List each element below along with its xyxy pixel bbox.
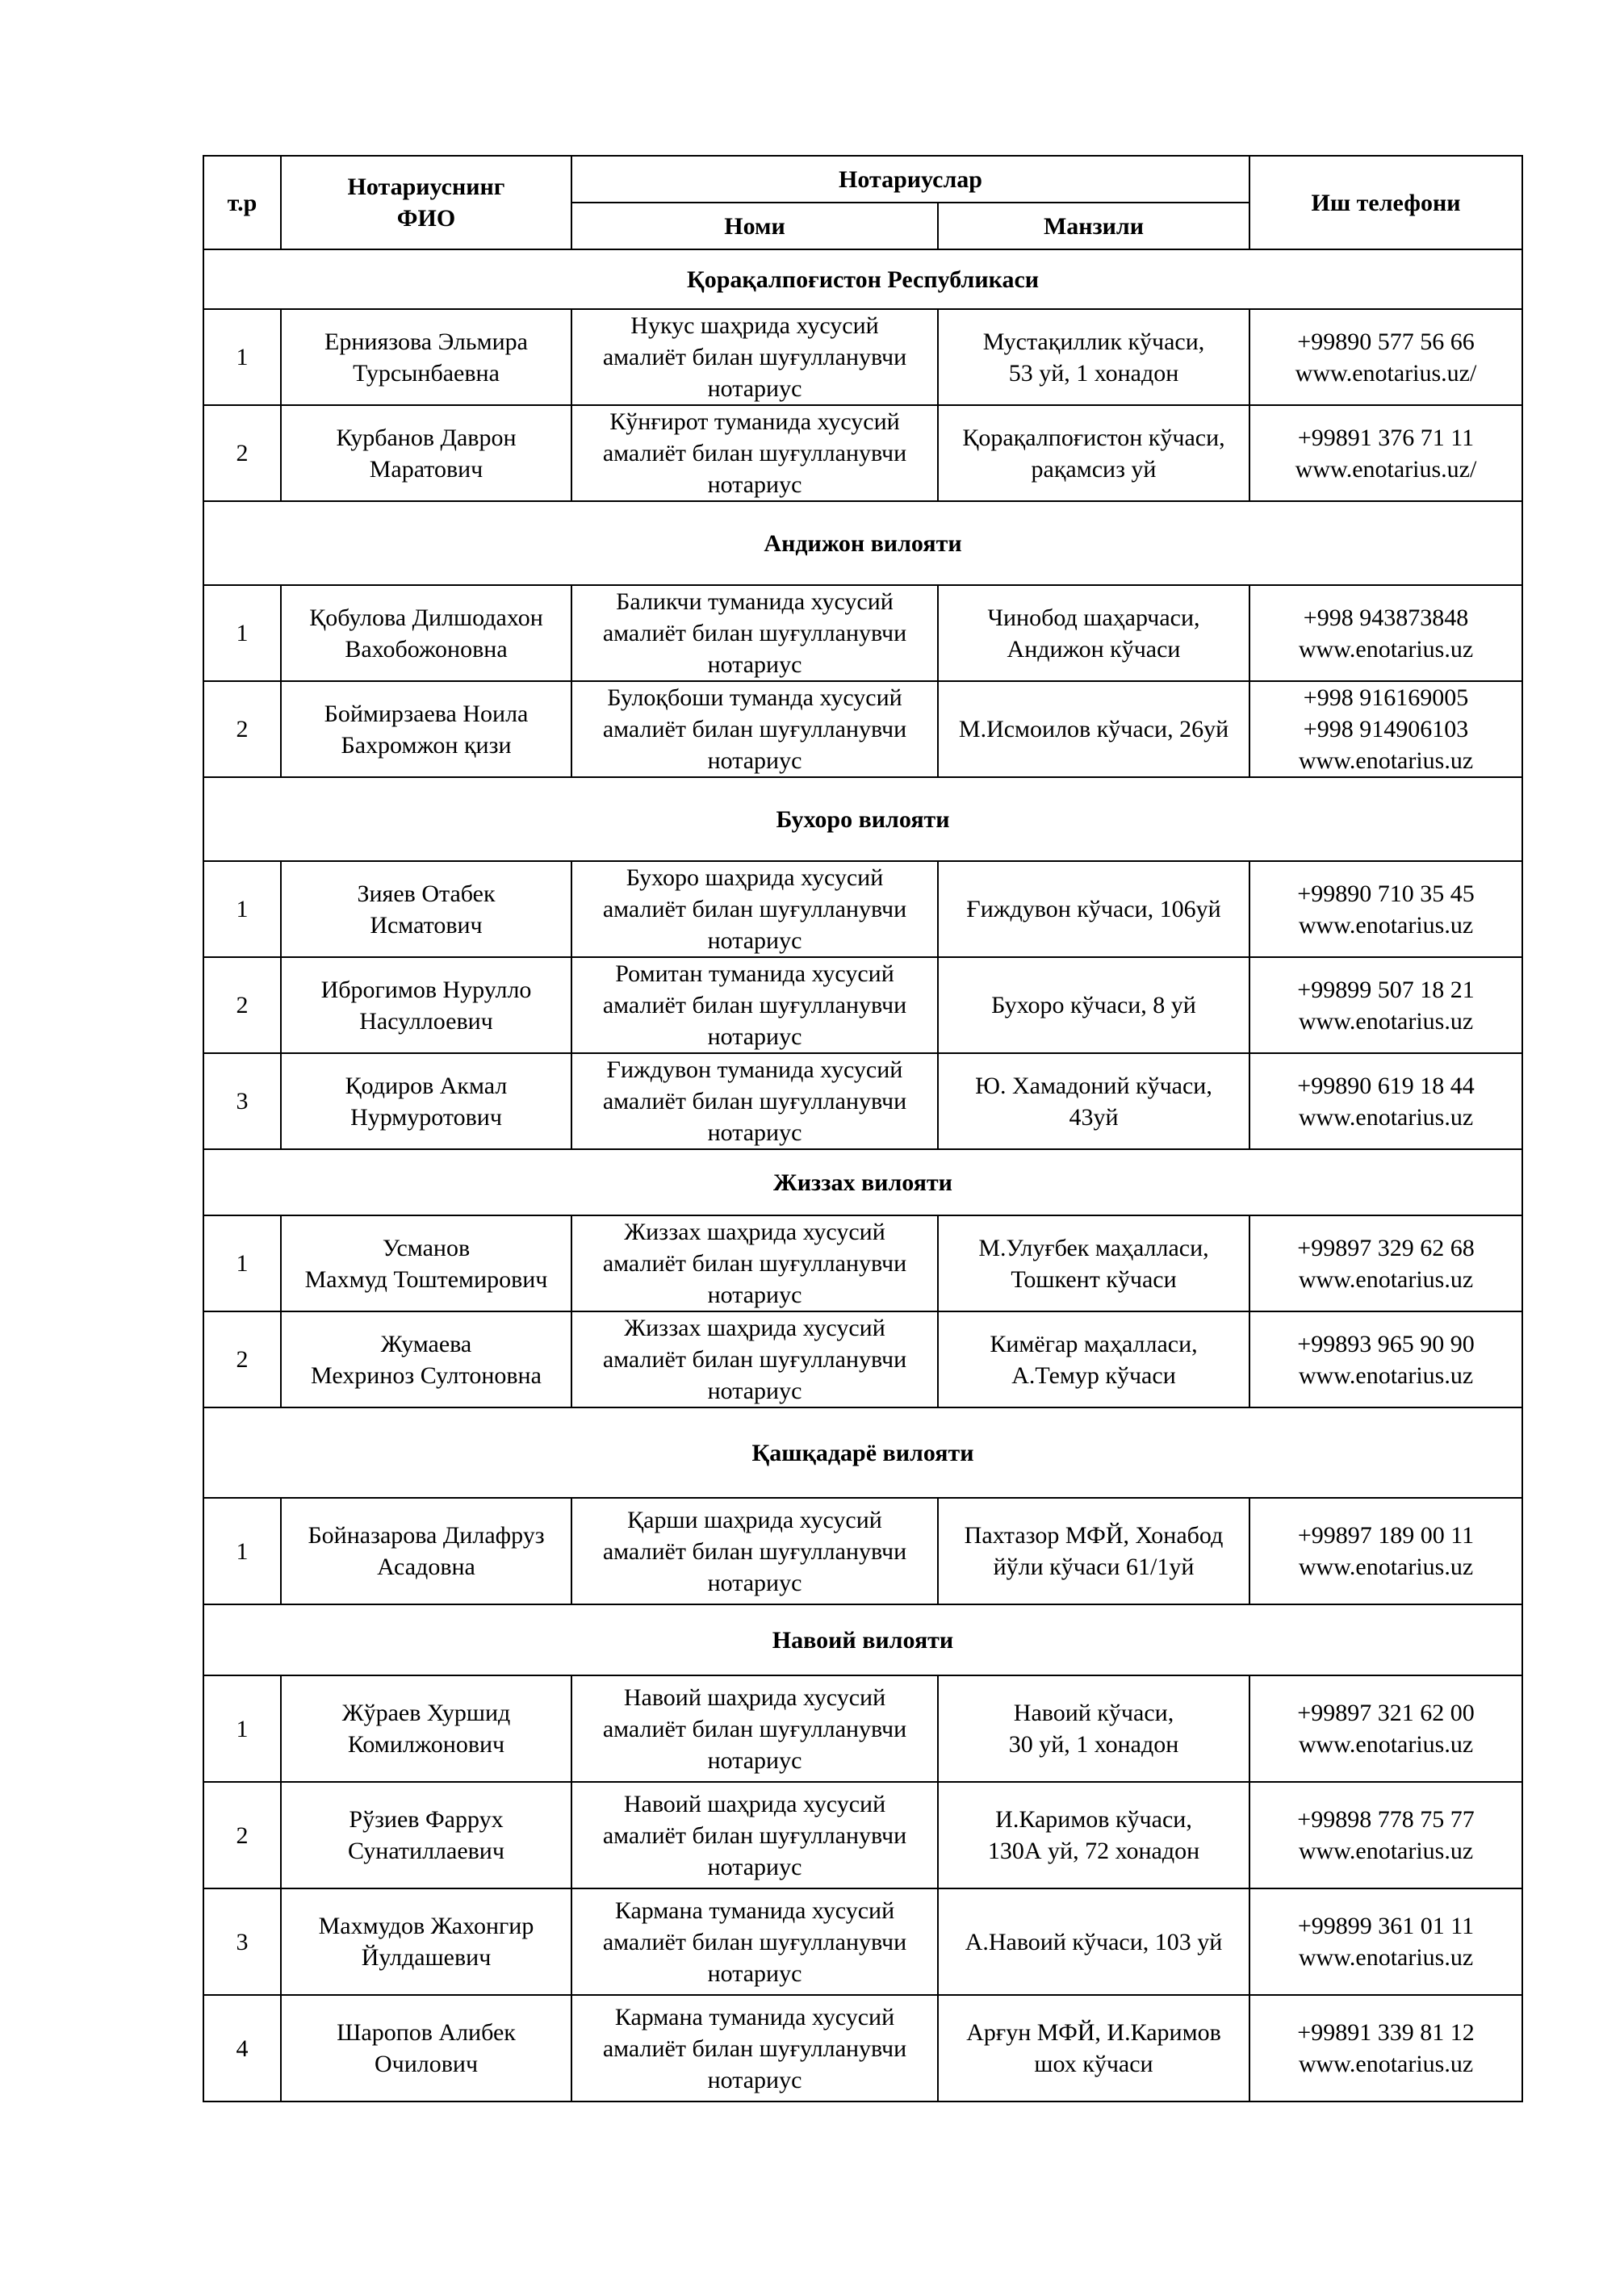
cell-num: 4: [203, 1995, 281, 2102]
cell-name-line: Кармана туманида хусусий: [614, 2003, 895, 2030]
cell-address: [938, 405, 1249, 501]
cell-fio: [281, 1995, 571, 2102]
cell-fio: [281, 1498, 571, 1604]
cell-address: [938, 861, 1249, 957]
cell-fio: [281, 1311, 571, 1407]
cell-address-line: Пахтазор МФЙ, Хонабод: [964, 1522, 1224, 1549]
cell-name-line: амалиёт билан шуғулланувчи: [602, 1928, 907, 1955]
cell-phone-line: +998 916169005: [1303, 684, 1469, 711]
cell-phone-line: www.enotarius.uz: [1298, 1103, 1474, 1131]
cell-phone-line: +99899 507 18 21: [1297, 976, 1475, 1003]
cell-phone: [1249, 1675, 1522, 1782]
cell-fio-line: Комилжонович: [347, 1731, 505, 1758]
table-row: [203, 1498, 1522, 1604]
section-title: Бухоро вилояти: [203, 777, 1522, 861]
cell-name-line: нотариус: [707, 747, 802, 774]
cell-num: 3: [203, 1053, 281, 1149]
cell-fio: [281, 681, 571, 777]
cell-address: [938, 1215, 1249, 1311]
cell-address: [938, 681, 1249, 777]
section-row: [203, 249, 1522, 309]
cell-fio: [281, 1215, 571, 1311]
cell-fio-line: Вахобожоновна: [345, 635, 508, 663]
cell-fio-line: Асадовна: [377, 1554, 475, 1580]
cell-fio-line: Боймирзаева Ноила: [324, 700, 529, 727]
cell-name-line: Нукус шаҳрида хусусий: [630, 312, 879, 339]
cell-address-line: Андижон кўчаси: [1007, 635, 1181, 663]
cell-fio-line: Зияев Отабек: [357, 880, 496, 907]
section-title: Қашқадарё вилояти: [203, 1407, 1522, 1498]
cell-phone: [1249, 1782, 1522, 1888]
cell-phone: [1249, 861, 1522, 957]
section-title: Андижон вилояти: [203, 501, 1522, 585]
cell-address-line: 130А уй, 72 хонадон: [987, 1838, 1200, 1864]
cell-phone-line: www.enotarius.uz: [1298, 1007, 1474, 1035]
cell-address-line: А.Навоий кўчаси, 103 уй: [965, 1928, 1223, 1955]
cell-address-line: Қорақалпоғистон кўчаси,: [962, 424, 1225, 451]
cell-phone-line: www.enotarius.uz: [1298, 635, 1474, 663]
cell-phone-line: +99897 189 00 11: [1297, 1522, 1475, 1549]
cell-address: [938, 1995, 1249, 2102]
cell-address-line: И.Каримов кўчаси,: [995, 1806, 1192, 1833]
cell-address: [938, 957, 1249, 1053]
cell-name-line: Қарши шаҳрида хусусий: [627, 1506, 882, 1533]
cell-name-line: нотариус: [707, 1569, 802, 1596]
cell-phone: [1249, 309, 1522, 405]
cell-num: 3: [203, 1888, 281, 1995]
cell-fio-line: Мехриноз Султоновна: [311, 1361, 542, 1389]
header-row-1: [203, 156, 1522, 203]
cell-phone-line: +99897 321 62 00: [1297, 1700, 1475, 1726]
cell-num: 1: [203, 585, 281, 681]
cell-phone-line: www.enotarius.uz: [1298, 1838, 1474, 1864]
cell-name-line: Навоий шаҳрида хусусий: [623, 1683, 886, 1711]
cell-name: [571, 405, 938, 501]
cell-name-line: амалиёт билан шуғулланувчи: [602, 1821, 907, 1849]
cell-num: 1: [203, 1675, 281, 1782]
header-phone: Иш телефони: [1249, 156, 1522, 249]
cell-address-line: 30 уй, 1 хонадон: [1008, 1731, 1179, 1758]
cell-phone-line: www.enotarius.uz/: [1295, 359, 1477, 387]
cell-name-line: Кўнғирот туманида хусусий: [609, 408, 900, 435]
table-row: [203, 1888, 1522, 1995]
cell-name-line: амалиёт билан шуғулланувчи: [602, 1088, 907, 1115]
cell-name: [571, 957, 938, 1053]
cell-num: 2: [203, 1782, 281, 1888]
table-row: [203, 681, 1522, 777]
cell-address-line: М.Исмоилов кўчаси, 26уй: [958, 716, 1229, 742]
section-row: [203, 777, 1522, 861]
cell-address-line: Кимёгар маҳалласи,: [990, 1330, 1198, 1357]
cell-name-line: амалиёт билан шуғулланувчи: [602, 1250, 907, 1277]
cell-fio-line: Сунатиллаевич: [348, 1838, 504, 1864]
cell-address: [938, 309, 1249, 405]
cell-address-line: Бухоро кўчаси, 8 уй: [991, 992, 1196, 1018]
cell-name-line: амалиёт билан шуғулланувчи: [602, 2035, 907, 2062]
cell-fio-line: Курбанов Даврон: [336, 424, 517, 451]
cell-phone-line: +99893 965 90 90: [1297, 1330, 1475, 1357]
cell-name-line: нотариус: [707, 471, 802, 498]
cell-name: [571, 1215, 938, 1311]
cell-fio: [281, 1675, 571, 1782]
table-row: [203, 405, 1522, 501]
cell-fio: [281, 405, 571, 501]
cell-name-line: Бухоро шаҳрида хусусий: [626, 864, 884, 891]
cell-address-line: 53 уй, 1 хонадон: [1008, 359, 1179, 387]
cell-fio-line: Қодиров Акмал: [345, 1072, 508, 1099]
cell-name: [571, 309, 938, 405]
section-row: [203, 1407, 1522, 1498]
cell-name: [571, 1675, 938, 1782]
cell-fio: [281, 957, 571, 1053]
cell-phone-line: +99890 710 35 45: [1297, 880, 1475, 907]
cell-fio-line: Махмудов Жахонгир: [318, 1913, 534, 1939]
table-row: [203, 861, 1522, 957]
cell-fio-line: Шаропов Алибек: [337, 2019, 516, 2046]
table-row: [203, 1675, 1522, 1782]
cell-address: [938, 1782, 1249, 1888]
cell-name-line: амалиёт билан шуғулланувчи: [602, 896, 907, 922]
cell-address-line: М.Улуғбек маҳалласи,: [978, 1234, 1209, 1261]
cell-num: 2: [203, 681, 281, 777]
cell-phone-line: +99891 376 71 11: [1297, 424, 1475, 451]
cell-phone: [1249, 957, 1522, 1053]
cell-phone: [1249, 1888, 1522, 1995]
cell-phone-line: www.enotarius.uz: [1298, 2051, 1474, 2077]
cell-name-line: нотариус: [707, 375, 802, 402]
cell-address-line: Навоий кўчаси,: [1013, 1700, 1174, 1726]
cell-fio-line: Исматович: [370, 911, 483, 939]
cell-num: 1: [203, 309, 281, 405]
cell-fio-line: Иброгимов Нурулло: [320, 976, 532, 1003]
cell-phone: [1249, 1311, 1522, 1407]
header-name: Номи: [571, 203, 938, 249]
cell-address-line: йўли кўчаси 61/1уй: [993, 1554, 1195, 1580]
section-row: [203, 501, 1522, 585]
cell-name: [571, 1995, 938, 2102]
table-row: [203, 1782, 1522, 1888]
cell-phone-line: www.enotarius.uz: [1298, 1731, 1474, 1758]
cell-name: [571, 1311, 938, 1407]
cell-address-line: рақамсиз уй: [1031, 455, 1157, 483]
cell-fio-line: Нурмуротович: [350, 1103, 502, 1131]
header-fio: Нотариуснинг ФИО: [281, 156, 571, 249]
table-row: [203, 309, 1522, 405]
table-body: [203, 249, 1522, 2102]
table-row: [203, 1215, 1522, 1311]
cell-fio-line: Усманов: [382, 1234, 471, 1261]
cell-fio: [281, 1888, 571, 1995]
header-num: т.р: [203, 156, 281, 249]
cell-phone: [1249, 1053, 1522, 1149]
cell-fio-line: Насуллоевич: [359, 1007, 493, 1035]
header-address: Манзили: [938, 203, 1249, 249]
cell-address-line: Ю. Хамадоний кўчаси,: [975, 1072, 1212, 1099]
cell-num: 1: [203, 1498, 281, 1604]
table-row: [203, 957, 1522, 1053]
cell-fio-line: Турсынбаевна: [353, 359, 500, 387]
cell-address-line: Чинобод шаҳарчаси,: [987, 604, 1200, 631]
cell-name: [571, 1498, 938, 1604]
cell-phone-line: +99891 339 81 12: [1297, 2019, 1475, 2046]
cell-name-line: Кармана туманида хусусий: [614, 1897, 895, 1924]
cell-name-line: Навоий шаҳрида хусусий: [623, 1790, 886, 1817]
table-row: [203, 1995, 1522, 2102]
cell-name-line: Ромитан туманида хусусий: [615, 960, 894, 987]
notaries-table: [203, 155, 1523, 2102]
cell-phone-line: www.enotarius.uz: [1298, 747, 1474, 774]
cell-fio-line: Очилович: [374, 2051, 479, 2077]
cell-name: [571, 1782, 938, 1888]
cell-address: [938, 1498, 1249, 1604]
cell-address-line: Ғиждувон кўчаси, 106уй: [966, 896, 1221, 922]
cell-address-line: Тошкент кўчаси: [1011, 1265, 1177, 1293]
cell-address-line: шох кўчаси: [1034, 2051, 1153, 2077]
cell-phone: [1249, 1215, 1522, 1311]
cell-name-line: амалиёт билан шуғулланувчи: [602, 992, 907, 1018]
cell-name-line: нотариус: [707, 1119, 802, 1146]
cell-name: [571, 861, 938, 957]
cell-fio: [281, 861, 571, 957]
cell-name: [571, 1053, 938, 1149]
cell-phone: [1249, 681, 1522, 777]
cell-name-line: амалиёт билан шуғулланувчи: [602, 440, 907, 466]
cell-fio-line: Махмуд Тоштемирович: [304, 1265, 548, 1293]
cell-num: 1: [203, 861, 281, 957]
cell-num: 2: [203, 1311, 281, 1407]
cell-fio: [281, 309, 571, 405]
section-title: Жиззах вилояти: [203, 1149, 1522, 1215]
cell-name-line: нотариус: [707, 1959, 802, 1987]
cell-address-line: Мустақиллик кўчаси,: [982, 328, 1205, 355]
cell-address: [938, 1675, 1249, 1782]
cell-phone-line: +998 943873848: [1303, 604, 1469, 631]
section-title: Қорақалпоғистон Республикаси: [203, 249, 1522, 309]
cell-fio-line: Маратович: [369, 455, 483, 483]
cell-name-line: нотариус: [707, 1023, 802, 1050]
cell-name-line: нотариус: [707, 1746, 802, 1774]
cell-phone-line: +99890 619 18 44: [1297, 1072, 1475, 1099]
section-row: [203, 1149, 1522, 1215]
cell-name-line: Баликчи туманида хусусий: [616, 588, 894, 615]
cell-name: [571, 585, 938, 681]
cell-phone: [1249, 405, 1522, 501]
cell-fio-line: Жумаева: [380, 1330, 472, 1357]
cell-name-line: амалиёт билан шуғулланувчи: [602, 344, 907, 370]
cell-phone-line: www.enotarius.uz: [1298, 1554, 1474, 1580]
cell-address-line: Арғун МФЙ, И.Каримов: [966, 2019, 1221, 2046]
cell-phone-line: www.enotarius.uz: [1298, 1361, 1474, 1389]
cell-fio-line: Бойназарова Дилафруз: [308, 1522, 545, 1549]
cell-phone-line: +99898 778 75 77: [1297, 1806, 1475, 1833]
cell-address: [938, 1053, 1249, 1149]
cell-address: [938, 1888, 1249, 1995]
cell-fio-line: Жўраев Хуршид: [341, 1700, 511, 1726]
section-row: [203, 1604, 1522, 1675]
cell-fio: [281, 1782, 571, 1888]
cell-name-line: нотариус: [707, 927, 802, 954]
cell-phone-line: www.enotarius.uz: [1298, 1944, 1474, 1971]
cell-fio-line: Бахромжон қизи: [341, 731, 512, 759]
cell-phone: [1249, 1995, 1522, 2102]
table-row: [203, 585, 1522, 681]
cell-name-line: Булоқбоши туманда хусусий: [607, 684, 902, 711]
cell-name: [571, 681, 938, 777]
cell-name-line: нотариус: [707, 651, 802, 678]
cell-name-line: амалиёт билан шуғулланувчи: [602, 716, 907, 742]
cell-name-line: Ғиждувон туманида хусусий: [606, 1056, 903, 1083]
cell-num: 1: [203, 1215, 281, 1311]
section-title: Навоий вилояти: [203, 1604, 1522, 1675]
cell-phone-line: www.enotarius.uz/: [1295, 455, 1477, 483]
cell-name-line: амалиёт билан шуғулланувчи: [602, 1537, 907, 1565]
cell-fio-line: Қобулова Дилшодахон: [309, 604, 543, 631]
cell-address: [938, 585, 1249, 681]
cell-fio-line: Йулдашевич: [361, 1944, 492, 1971]
cell-phone: [1249, 1498, 1522, 1604]
cell-phone-line: +99899 361 01 11: [1297, 1913, 1475, 1939]
cell-phone-line: +99897 329 62 68: [1297, 1234, 1475, 1261]
cell-name-line: нотариус: [707, 1378, 802, 1404]
cell-name-line: нотариус: [707, 2066, 802, 2093]
cell-address-line: А.Темур кўчаси: [1011, 1361, 1176, 1389]
cell-phone-line: +998 914906103: [1303, 716, 1469, 742]
cell-address: [938, 1311, 1249, 1407]
cell-name: [571, 1888, 938, 1995]
cell-num: 2: [203, 405, 281, 501]
cell-address-line: 43уй: [1069, 1103, 1119, 1131]
cell-phone: [1249, 585, 1522, 681]
table-row: [203, 1311, 1522, 1407]
cell-phone-line: www.enotarius.uz: [1298, 911, 1474, 939]
cell-name-line: амалиёт билан шуғулланувчи: [602, 620, 907, 646]
cell-fio: [281, 1053, 571, 1149]
cell-name-line: нотариус: [707, 1282, 802, 1308]
cell-fio-line: Рўзиев Фаррух: [349, 1806, 504, 1833]
cell-name-line: Жиззах шаҳрида хусусий: [624, 1315, 885, 1341]
cell-phone-line: +99890 577 56 66: [1297, 328, 1475, 355]
header-notaries: Нотариуслар: [571, 156, 1249, 203]
cell-phone-line: www.enotarius.uz: [1298, 1265, 1474, 1293]
table-row: [203, 1053, 1522, 1149]
cell-num: 2: [203, 957, 281, 1053]
cell-name-line: амалиёт билан шуғулланувчи: [602, 1346, 907, 1373]
cell-fio: [281, 585, 571, 681]
cell-name-line: амалиёт билан шуғулланувчи: [602, 1715, 907, 1742]
cell-fio-line: Ерниязова Эльмира: [324, 328, 528, 355]
cell-name-line: нотариус: [707, 1853, 802, 1880]
cell-name-line: Жиззах шаҳрида хусусий: [624, 1219, 885, 1245]
